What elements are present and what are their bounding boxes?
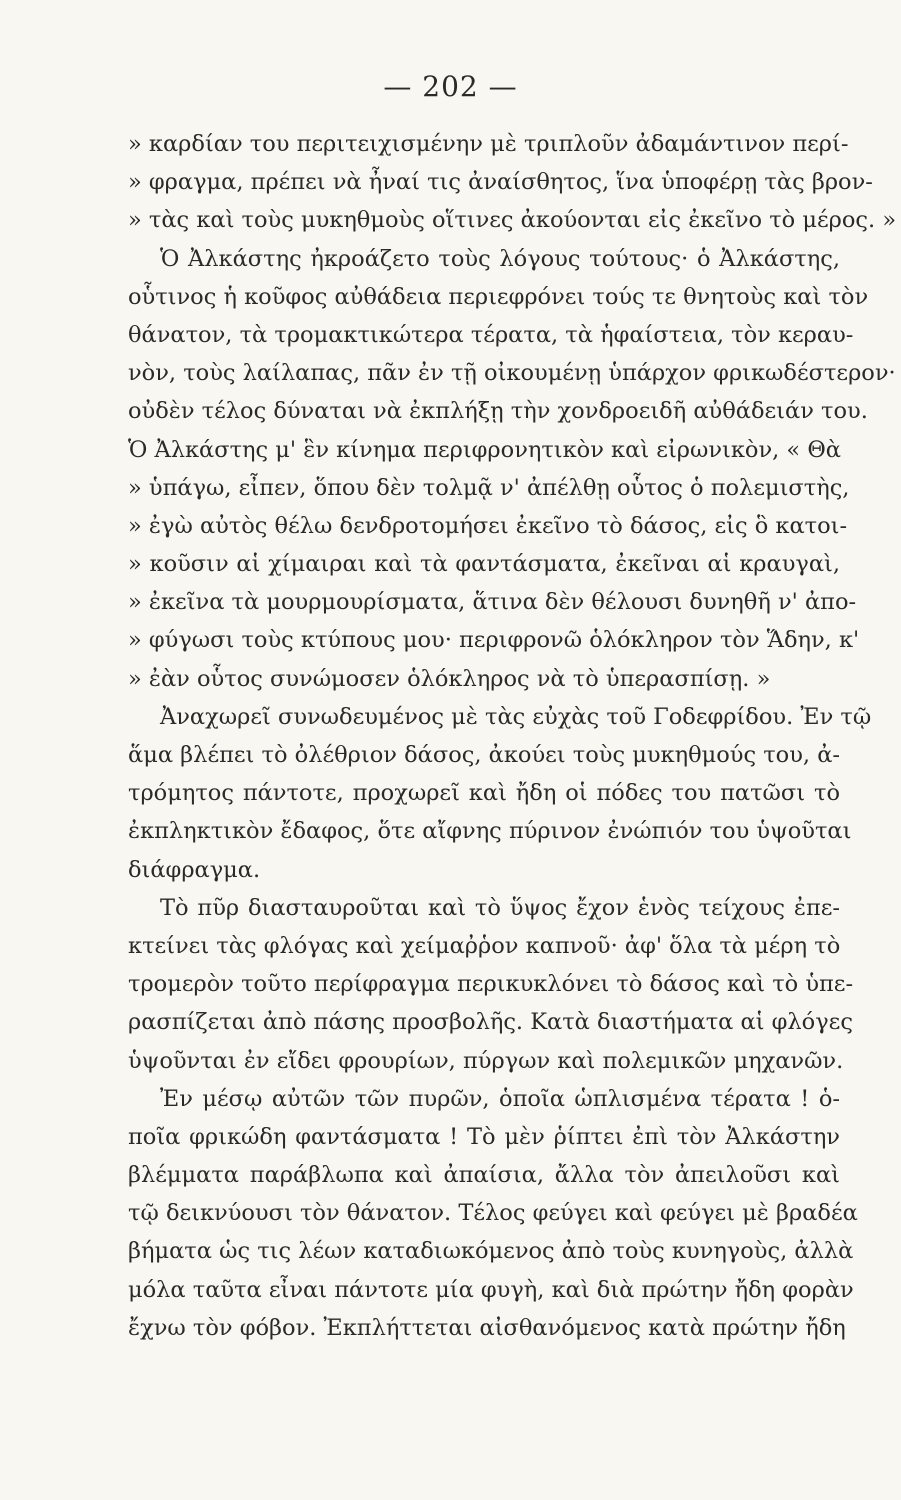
text-line: ἅμα βλέπει τὸ ὀλέθριον δάσος, ἀκούει τοὺς μυκηθμούς του, ἀ-	[128, 742, 840, 768]
text-line: » φραγμα, πρέπει νὰ ἦναί τις ἀναίσθητος, ἵνα ὑποφέρῃ τὰς βρον-	[128, 169, 873, 196]
text-line: βλέμματα παράβλωπα καὶ ἀπαίσια, ἄλλα τὸν ἀπειλοῦσι καὶ	[128, 1162, 840, 1189]
text-line: κτείνει τὰς φλόγας καὶ χείμαῤῥον καπνοῦ· ἀφ' ὅλα τὰ μέρη τὸ	[128, 932, 841, 959]
text-line: » ἐκεῖνα τὰ μουρμουρίσματα, ἅτινα δὲν θέλουσι δυνηθῆ ν' ἀπο-	[128, 589, 857, 616]
text-line: τρόμητος πάντοτε, προχωρεῖ καὶ ἤδη οἱ πόδες του πατῶσι τὸ	[128, 780, 840, 807]
text-line: Τὸ πῦρ διασταυροῦται καὶ τὸ ὕψος ἔχον ἑνὸς τείχους ἐπε-	[160, 894, 840, 921]
text-line: ἐκπληκτικὸν ἔδαφος, ὅτε αἴφνης πύρινον ἐνώπιόν του ὑψοῦται	[128, 818, 852, 845]
text-line: » κοῦσιν αἱ χίμαιραι καὶ τὰ φαντάσματα, ἐκεῖναι αἱ κραυγαὶ,	[128, 551, 840, 578]
text-line: θάνατον, τὰ τρομακτικώτερα τέρατα, τὰ ἡφαίστεια, τὸν κεραυ-	[128, 321, 854, 348]
text-line: » ἐὰν οὗτος συνώμοσεν ὁλόκληρος νὰ τὸ ὑπερασπίσῃ. »	[128, 665, 771, 692]
text-line: ρασπίζεται ἀπὸ πάσης προσβολῆς. Κατὰ διαστήματα αἱ φλόγες	[128, 1009, 853, 1036]
text-line: » φύγωσι τοὺς κτύπους μου· περιφρονῶ ὁλόκληρον τὸν Ἅδην, κ'	[128, 627, 860, 654]
page-number: — 202 —	[383, 70, 518, 103]
text-line: ἔχνω τὸν φόβον. Ἐκπλήττεται αἰσθανόμενος κατὰ πρώτην ἤδη	[128, 1314, 846, 1341]
text-line: τρομερὸν τοῦτο περίφραγμα περικυκλόνει τὸ δάσος καὶ τὸ ὑπε-	[128, 971, 854, 998]
body-text	[128, 125, 897, 1347]
text-line: διάφραγμα.	[128, 856, 261, 883]
text-line: Ὁ Ἀλκάστης ἠκροάζετο τοὺς λόγους τούτους· ὁ Ἀλκάστης,	[160, 245, 840, 272]
text-line: » ἐγὼ αὐτὸς θέλω δενδροτομήσει ἐκεῖνο τὸ δάσος, εἰς ὃ κατοι-	[128, 512, 848, 539]
text-line: οὗτινος ἡ κοῦφος αὐθάδεια περιεφρόνει τούς τε θνητοὺς καὶ τὸν	[128, 283, 869, 310]
text-line: μόλα ταῦτα εἶναι πάντοτε μία φυγὴ, καὶ διὰ πρώτην ἤδη φορὰν	[128, 1276, 854, 1303]
text-line: νὸν, τοὺς λαίλαπας, πᾶν ἐν τῇ οἰκουμένῃ ὑπάρχον φρικωδέστερον·	[128, 360, 896, 387]
text-line: » ὑπάγω, εἶπεν, ὅπου δὲν τολμᾷ ν' ἀπέλθῃ οὗτος ὁ πολεμιστὴς,	[128, 474, 850, 501]
text-line: Ἀναχωρεῖ συνωδευμένος μὲ τὰς εὐχὰς τοῦ Γοδεφρίδου. Ἐν τῷ	[160, 703, 872, 730]
text-line: Ὁ Ἀλκάστης μ' ἓν κίνημα περιφρονητικὸν καὶ εἰρωνικὸν, « Θὰ	[128, 436, 841, 463]
text-line: οὐδὲν τέλος δύναται νὰ ἐκπλήξῃ τὴν χονδροειδῆ αὐθάδειάν του.	[128, 398, 868, 425]
text-line: » καρδίαν του περιτειχισμένην μὲ τριπλοῦν ἀδαμάντινον περί-	[128, 131, 849, 157]
text-line: ποῖα φρικώδη φαντάσματα ! Τὸ μὲν ῥίπτει ἐπὶ τὸν Ἀλκάστην	[128, 1123, 840, 1150]
text-line: τῷ δεικνύουσι τὸν θάνατον. Τέλος φεύγει καὶ φεύγει μὲ βραδέα	[128, 1200, 858, 1227]
text-line: Ἐν μέσῳ αὐτῶν τῶν πυρῶν, ὁποῖα ὡπλισμένα τέρατα ! ὁ-	[160, 1085, 840, 1112]
text-line: » τὰς καὶ τοὺς μυκηθμοὺς οἵτινες ἀκούονται εἰς ἐκεῖνο τὸ μέρος. »	[128, 207, 897, 234]
text-line: βήματα ὡς τις λέων καταδιωκόμενος ἀπὸ τοὺς κυνηγοὺς, ἀλλὰ	[128, 1238, 854, 1265]
text-line: ὑψοῦνται ἐν εἴδει φρουρίων, πύργων καὶ πολεμικῶν μηχανῶν.	[128, 1047, 844, 1074]
